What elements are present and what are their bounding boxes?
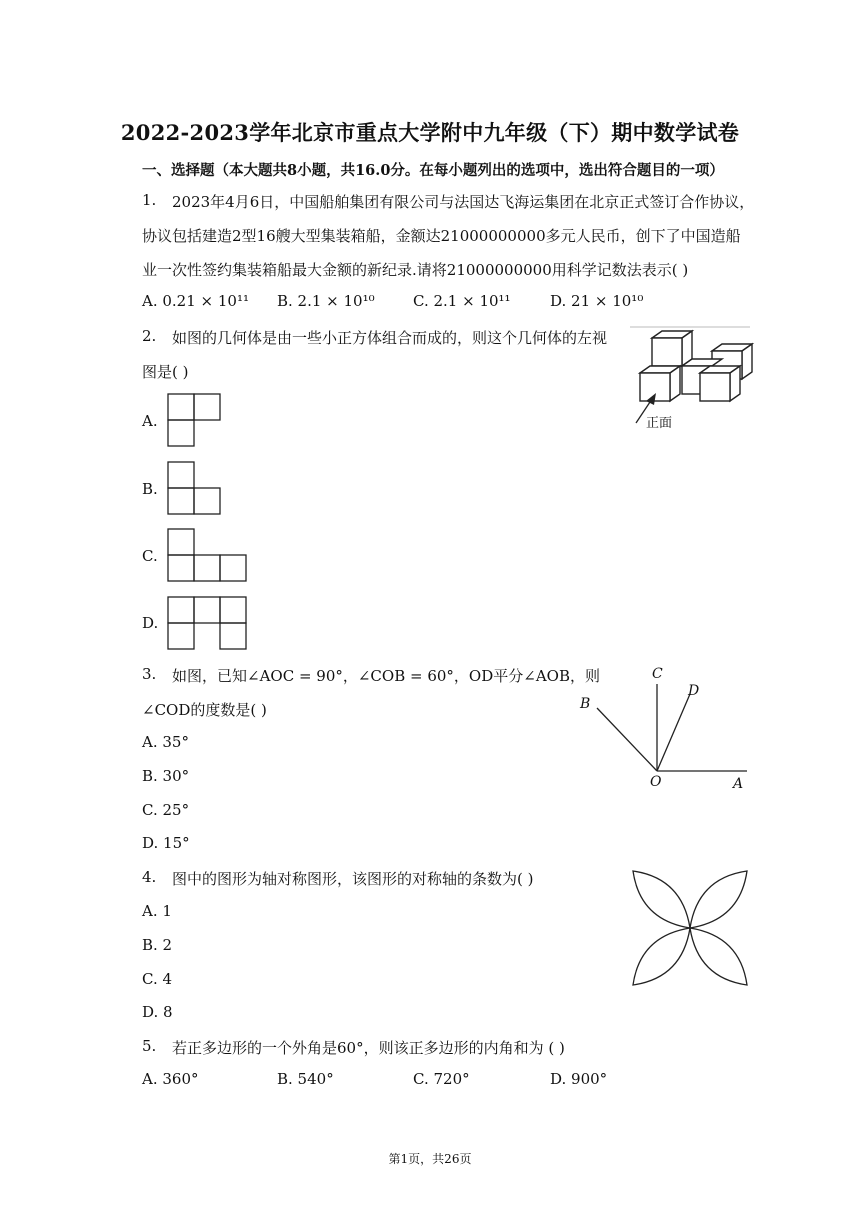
q3-option-d: D. 15° [142, 834, 190, 852]
q3-label-c: C [652, 666, 663, 682]
q4-option-d: D. 8 [142, 1003, 173, 1021]
q2-option-c-figure [167, 528, 249, 582]
q4-option-c: C. 4 [142, 970, 173, 988]
q4-option-a: A. 1 [142, 902, 172, 920]
q1-option-a: A. 0.21 × 10¹¹ [142, 292, 249, 310]
q4-petal-figure [632, 870, 750, 988]
section-heading: 一、选择题（本大题共8小题，共16.0分。在每小题列出的选项中，选出符合题目的一项） [142, 162, 724, 179]
q5-number: 5. [142, 1037, 157, 1055]
q1-line3: 业一次性签约集装箱船最大金额的新纪录.请将21000000000用科学记数法表示( ) [142, 261, 689, 279]
q3-option-b: B. 30° [142, 767, 190, 785]
q3-label-b: B [580, 696, 591, 712]
q2-option-d-figure [167, 596, 249, 650]
q3-number: 3. [142, 665, 157, 683]
q1-line1: 2023年4月6日，中国船舶集团有限公司与法国达飞海运集团在北京正式签订合作协议， [172, 193, 755, 211]
q2-option-b-figure [167, 461, 223, 515]
page-footer: 第1页，共26页 [388, 1152, 472, 1166]
q3-label-o: O [650, 774, 662, 790]
q5-option-b: B. 540° [277, 1070, 334, 1088]
q2-option-c: C. [142, 547, 158, 565]
q2-line1: 如图的几何体是由一些小正方体组合而成的，则这个几何体的左视 [172, 329, 608, 347]
q1-line2: 协议包括建造2型16艘大型集装箱船，金额达21000000000多元人民币，创下了中国造船 [142, 227, 741, 245]
q2-number: 2. [142, 327, 157, 345]
q3-line2: ∠COD的度数是( ) [142, 701, 267, 719]
q2-option-b: B. [142, 480, 158, 498]
q2-option-a: A. [142, 412, 158, 430]
q3-option-c: C. 25° [142, 801, 190, 819]
q1-number: 1. [142, 191, 157, 209]
q2-line2: 图是( ) [142, 363, 189, 381]
q5-option-c: C. 720° [413, 1070, 470, 1088]
q3-option-a: A. 35° [142, 733, 189, 751]
q2-option-d: D. [142, 614, 159, 632]
q1-option-b: B. 2.1 × 10¹⁰ [277, 292, 375, 310]
q1-option-c: C. 2.1 × 10¹¹ [413, 292, 511, 310]
q5-option-a: A. 360° [142, 1070, 199, 1088]
q2-option-a-figure [167, 393, 223, 447]
page-title: 2022-2023学年北京市重点大学附中九年级（下）期中数学试卷 [120, 120, 740, 145]
q1-option-d: D. 21 × 10¹⁰ [550, 292, 644, 310]
q4-option-b: B. 2 [142, 936, 173, 954]
q5-line1: 若正多边形的一个外角是60°，则该正多边形的内角和为 ( ) [172, 1039, 565, 1057]
q4-number: 4. [142, 868, 157, 886]
q3-label-a: A [733, 776, 744, 792]
q3-label-d: D [688, 683, 700, 699]
q3-line1: 如图，已知∠AOC = 90°，∠COB = 60°，OD平分∠AOB，则 [172, 667, 600, 685]
q5-option-d: D. 900° [550, 1070, 608, 1088]
q4-line1: 图中的图形为轴对称图形，该图形的对称轴的条数为( ) [172, 870, 534, 888]
q2-figure-label: 正面 [646, 416, 673, 431]
